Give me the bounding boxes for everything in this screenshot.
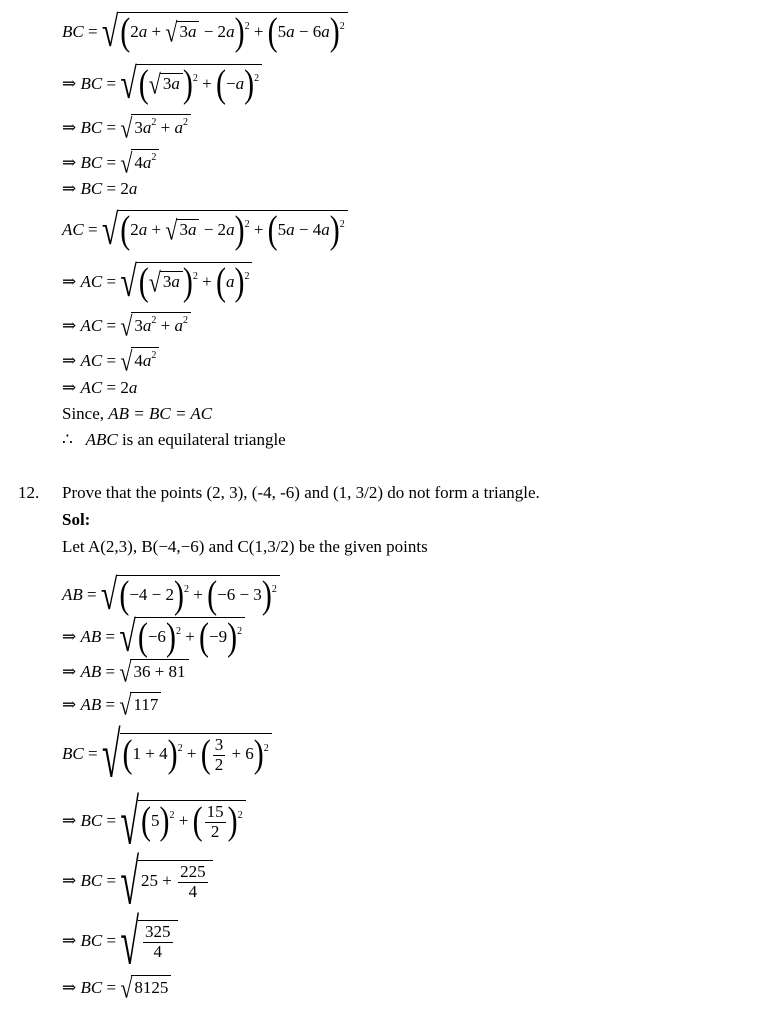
since-expression: AB = BC = AC <box>108 404 213 423</box>
eq-ab-definition: AB = $√(-4 - 2)^2 + (-6 - 3)^2$ <box>62 575 280 614</box>
let-word: Let <box>62 537 85 556</box>
triangle-name: ABC <box>85 430 118 449</box>
points-statement <box>62 537 428 557</box>
eq-ac-result: ⇒ AC = 2a <box>62 378 138 397</box>
eq-bc-step-2: ⇒ BC = √ $3a^2 + a^2$ <box>62 114 191 142</box>
eq-ab-step-1: ⇒ AB = $√(-6)^2 + (-9)^2$ <box>62 617 245 656</box>
eq-ab-result: ⇒ AB = √ 117 <box>62 692 161 719</box>
conclusion-text: is an equilateral triangle <box>121 430 286 449</box>
sol-label: Sol: <box>62 510 91 529</box>
eq-bc2-step-1: ⇒ BC = $√(5)^2$ + ( $\frac{15}{2}$ )$^2$ <box>62 800 246 846</box>
eq-bc-step-3: ⇒ BC = √ $4a^2$ <box>62 149 159 177</box>
since-statement <box>62 404 212 424</box>
conclusion-statement <box>62 430 286 450</box>
eq-bc-definition: BC = √(2a + √ $3a - 2a)^2 + (5a - 6a)^2$ <box>62 12 348 51</box>
eq-ab-step-2: ⇒ AB = √ 36 + 81 <box>62 659 189 686</box>
eq-bc-step-1: ⇒ BC = √(√ 3a )$^2 + (-a)^2$ <box>62 64 262 103</box>
eq-bc2-definition: BC = $√(1 + 4)^2$ + ( $\frac{3}{2}$ + 6)$^2$ <box>62 733 272 779</box>
eq-ac-step-2: ⇒ AC = √ $3a^2 + a^2$ <box>62 312 191 340</box>
eq-bc2-step-3: ⇒ BC = √ $\frac{325}{4}$ <box>62 920 178 966</box>
given-text: be the given points <box>298 537 428 556</box>
question-text: Prove that the points (2, 3), (-4, -6) and (1, 3/2) do not form a triangle. <box>62 483 540 502</box>
eq-bc2-step-2: ⇒ BC = √ 25 + $\frac{225}{4}$ <box>62 860 213 906</box>
eq-ac-definition: AC = √(2a + √ $3a - 2a)^2 + (5a - 4a)^2$ <box>62 210 348 249</box>
eq-ac-step-3: ⇒ AC = √ $4a^2$ <box>62 347 159 375</box>
therefore-symbol: ∴ <box>62 430 73 449</box>
eq-ac-step-1: ⇒ AC = √(√ 3a )$^2 + (a)^2$ <box>62 262 252 301</box>
since-word: Since, <box>62 404 105 423</box>
points-expression: A(2,3), B(−4,−6) and C(1,3/2) <box>87 537 295 556</box>
eq-bc-result: ⇒ BC = 2a <box>62 179 138 198</box>
eq-bc2-result: ⇒ BC = √ 8125 <box>62 975 171 1002</box>
question-number: 12. <box>18 483 40 502</box>
